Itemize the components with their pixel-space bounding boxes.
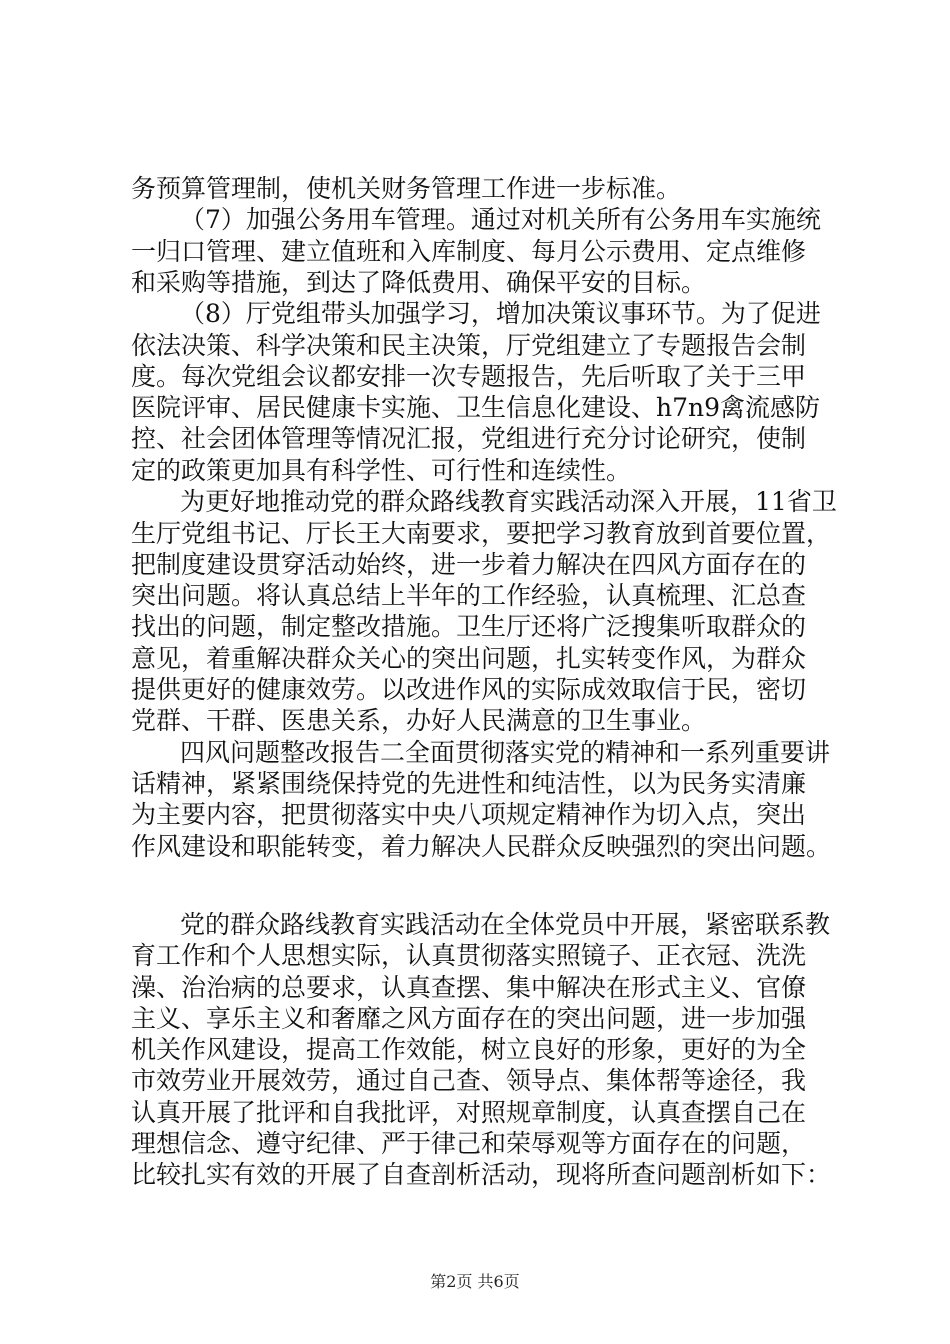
text-line: 为更好地推动党的群众路线教育实践活动深入开展，11省卫 — [180, 487, 837, 516]
text-line: 话精神，紧紧围绕保持党的先进性和纯洁性，以为民务实清廉 — [131, 769, 807, 798]
text-line: 四风问题整改报告二全面贯彻落实党的精神和一系列重要讲 — [180, 738, 831, 767]
text-line: 控、社会团体管理等情况汇报，党组进行充分讨论研究，使制 — [131, 424, 807, 453]
text-line: 比较扎实有效的开展了自查剖析活动，现将所查问题剖析如下： — [131, 1160, 832, 1189]
text-line: 定的政策更加具有科学性、可行性和连续性。 — [131, 456, 632, 485]
text-line: 依法决策、科学决策和民主决策，厅党组建立了专题报告会制 — [131, 331, 807, 360]
text-line: （7）加强公务用车管理。通过对机关所有公务用车实施统 — [180, 205, 821, 234]
text-line: 党的群众路线教育实践活动在全体党员中开展，紧密联系教 — [180, 910, 831, 939]
text-line: 市效劳业开展效劳，通过自己查、领导点、集体帮等途径，我 — [131, 1066, 807, 1095]
text-line: 度。每次党组会议都安排一次专题报告，先后听取了关于三甲 — [131, 362, 807, 391]
text-line: 突出问题。将认真总结上半年的工作经验，认真梳理、汇总查 — [131, 581, 807, 610]
text-line: 理想信念、遵守纪律、严于律己和荣辱观等方面存在的问题， — [131, 1129, 807, 1158]
text-line: 和采购等措施，到达了降低费用、确保平安的目标。 — [131, 268, 707, 297]
text-line: 把制度建设贯穿活动始终，进一步着力解决在四风方面存在的 — [131, 550, 807, 579]
text-line: 找出的问题，制定整改措施。卫生厅还将广泛搜集听取群众的 — [131, 612, 807, 641]
text-line: 医院评审、居民健康卡实施、卫生信息化建设、h7n9禽流感防 — [131, 393, 821, 422]
page-number-footer: 第2页 共6页 — [430, 1272, 520, 1291]
text-line: 机关作风建设，提高工作效能，树立良好的形象，更好的为全 — [131, 1035, 807, 1064]
text-line: 作风建设和职能转变，着力解决人民群众反映强烈的突出问题。 — [131, 832, 832, 861]
text-line: 意见，着重解决群众关心的突出问题，扎实转变作风，为群众 — [131, 644, 807, 673]
text-line: 党群、干群、医患关系，办好人民满意的卫生事业。 — [131, 706, 707, 735]
text-line: 生厅党组书记、厅长王大南要求，要把学习教育放到首要位置， — [131, 519, 832, 548]
text-line: 提供更好的健康效劳。以改进作风的实际成效取信于民，密切 — [131, 675, 807, 704]
text-line: 为主要内容，把贯彻落实中央八项规定精神作为切入点，突出 — [131, 800, 807, 829]
text-line: 务预算管理制，使机关财务管理工作进一步标准。 — [131, 174, 682, 203]
text-line: 澡、治治病的总要求，认真查摆、集中解决在形式主义、官僚 — [131, 973, 807, 1002]
text-line: 育工作和个人思想实际，认真贯彻落实照镜子、正衣冠、洗洗 — [131, 941, 807, 970]
text-line: 主义、享乐主义和奢靡之风方面存在的突出问题，进一步加强 — [131, 1004, 807, 1033]
text-line: 认真开展了批评和自我批评，对照规章制度，认真查摆自己在 — [131, 1098, 807, 1127]
text-line: （8）厅党组带头加强学习，增加决策议事环节。为了促进 — [180, 299, 821, 328]
text-line: 一归口管理、建立值班和入库制度、每月公示费用、定点维修 — [131, 237, 807, 266]
